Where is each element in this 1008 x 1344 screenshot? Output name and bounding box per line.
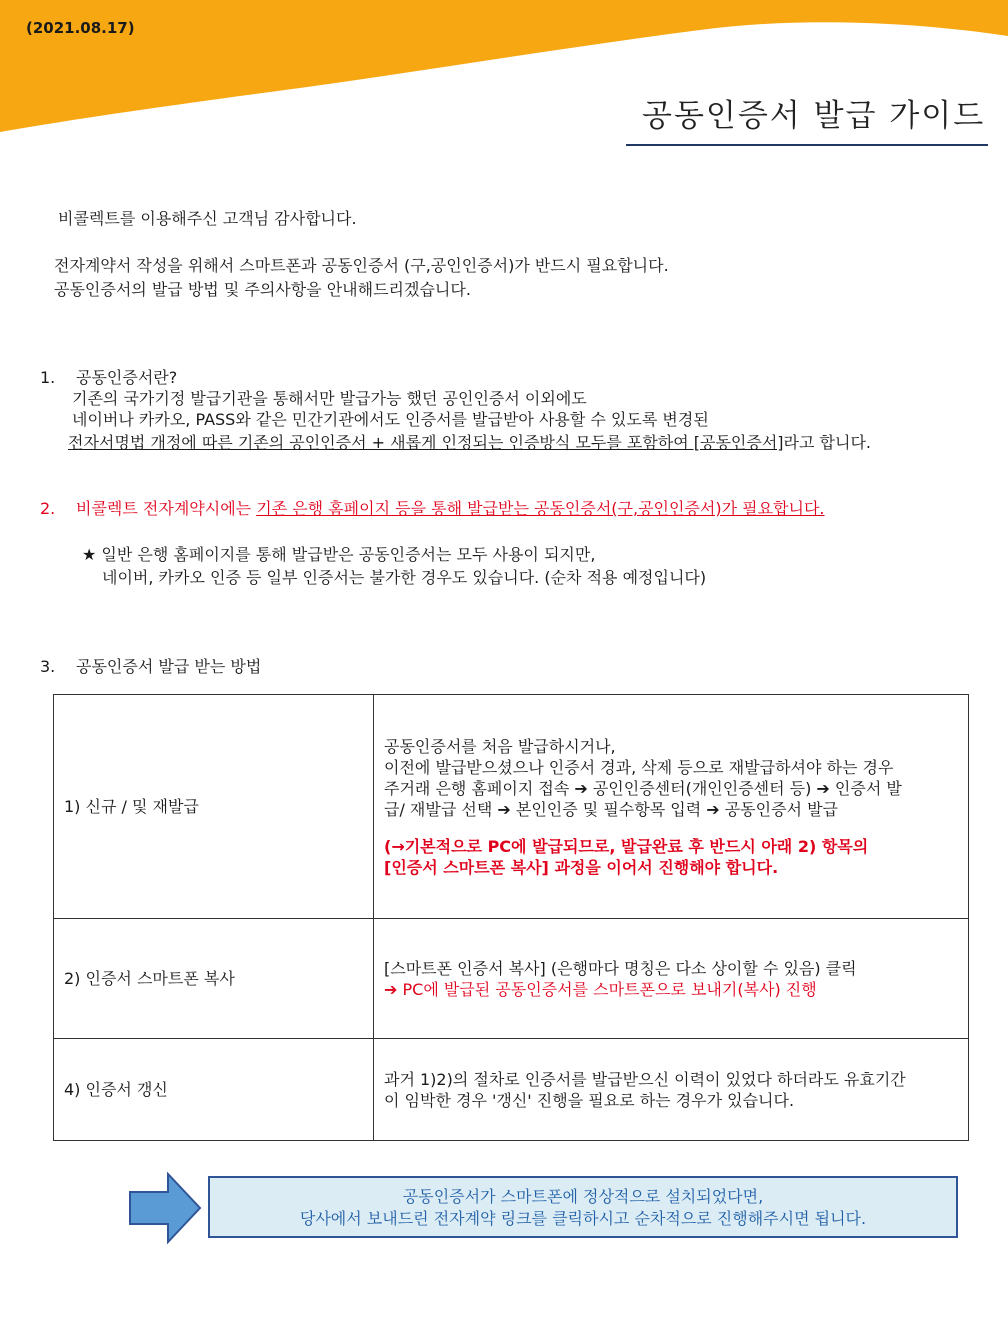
completion-callout [208, 1176, 958, 1238]
intro-line-2: 공동인증서의 발급 방법 및 주의사항을 안내해드리겠습니다. [54, 280, 471, 299]
row-label: 4) 인증서 갱신 [54, 1039, 374, 1141]
section-3-title: 공동인증서 발급 받는 방법 [76, 657, 262, 676]
row-label: 1) 신규 / 및 재발급 [54, 695, 374, 919]
section-3-number: 3. [40, 657, 56, 676]
row-content [374, 695, 969, 919]
section-1-title: 공동인증서란? [76, 368, 178, 387]
row-line: 공동인증서를 처음 발급하시거나, [384, 736, 616, 756]
callout-line-1: 공동인증서가 스마트폰에 정상적으로 설치되었다면, [402, 1187, 764, 1206]
section-1-line-2: 네이버나 카카오, PASS와 같은 민간기관에서도 인증서를 발급받아 사용할 수 있도록 변경된 [72, 410, 709, 429]
table-row [54, 1039, 969, 1141]
right-arrow-icon [128, 1172, 202, 1244]
row-line: 과거 1)2)의 절차로 인증서를 발급받으신 이력이 있었다 하더라도 유효기간 [384, 1069, 906, 1089]
row-line: 이 임박한 경우 '갱신' 진행을 필요로 하는 경우가 있습니다. [384, 1090, 795, 1110]
callout-line-2: 당사에서 보내드린 전자계약 링크를 클릭하시고 순차적으로 진행해주시면 됩니다. [299, 1209, 867, 1228]
issuance-method-table [53, 694, 969, 1141]
row-content [374, 1039, 969, 1141]
intro-line-1: 전자계약서 작성을 위해서 스마트폰과 공동인증서 (구,공인인증서)가 반드시 필요합니다. [54, 256, 669, 275]
table-row [54, 695, 969, 919]
row-line: [스마트폰 인증서 복사] (은행마다 명칭은 다소 상이할 수 있음) 클릭 [384, 958, 857, 978]
section-1-heading [40, 367, 177, 388]
section-3-heading [40, 656, 261, 677]
section-2-heading-plain: 비콜렉트 전자계약시에는 [76, 499, 257, 518]
title-underline [626, 144, 988, 146]
section-1-line-3-underlined: 전자서명법 개정에 따른 기존의 공인인증서 + 새롭게 인정되는 인증방식 모두를 포함하여 [공동인증서] [68, 433, 784, 452]
row-line: 급/ 재발급 선택 ➔ 본인인증 및 필수항목 입력 ➔ 공동인증서 발급 [384, 799, 839, 819]
section-1-line-3 [68, 432, 871, 453]
row-line: 주거래 은행 홈페이지 접속 ➔ 공인인증센터(개인인증센터 등) ➔ 인증서 발 [384, 778, 902, 798]
row-warning-line: [인증서 스마트폰 복사] 과정을 이어서 진행해야 합니다. [384, 857, 779, 877]
row-line: 이전에 발급받으셨으나 인증서 경과, 삭제 등으로 재발급하셔야 하는 경우 [384, 757, 894, 777]
section-2-note-line-1: ★ 일반 은행 홈페이지를 통해 발급받은 공동인증서는 모두 사용이 되지만, [82, 545, 596, 564]
document-date: (2021.08.17) [26, 19, 135, 37]
section-2-note-line-2: 네이버, 카카오 인증 등 일부 인증서는 불가한 경우도 있습니다. (순차 적용 예정입니다) [102, 568, 707, 587]
section-2-heading-underlined: 기존 은행 홈페이지 등을 통해 발급받는 공동인증서(구,공인인증서)가 필요합니다. [256, 499, 825, 518]
section-2-heading [40, 498, 825, 519]
section-1-line-3-tail: 라고 합니다. [783, 433, 871, 452]
section-2-number: 2. [40, 499, 56, 518]
row-content [374, 919, 969, 1039]
intro-greeting: 비콜렉트를 이용해주신 고객님 감사합니다. [58, 209, 357, 228]
row-label: 2) 인증서 스마트폰 복사 [54, 919, 374, 1039]
section-1-line-1: 기존의 국가기정 발급기관을 통해서만 발급가능 했던 공인인증서 이외에도 [72, 389, 587, 408]
row-warning-line: ➔ PC에 발급된 공동인증서를 스마트폰으로 보내기(복사) 진행 [384, 979, 817, 999]
section-1-number: 1. [40, 368, 56, 387]
row-warning-line: (→기본적으로 PC에 발급되므로, 발급완료 후 반드시 아래 2) 항목의 [384, 836, 869, 856]
table-row [54, 919, 969, 1039]
page-title: 공동인증서 발급 가이드 [642, 98, 986, 134]
